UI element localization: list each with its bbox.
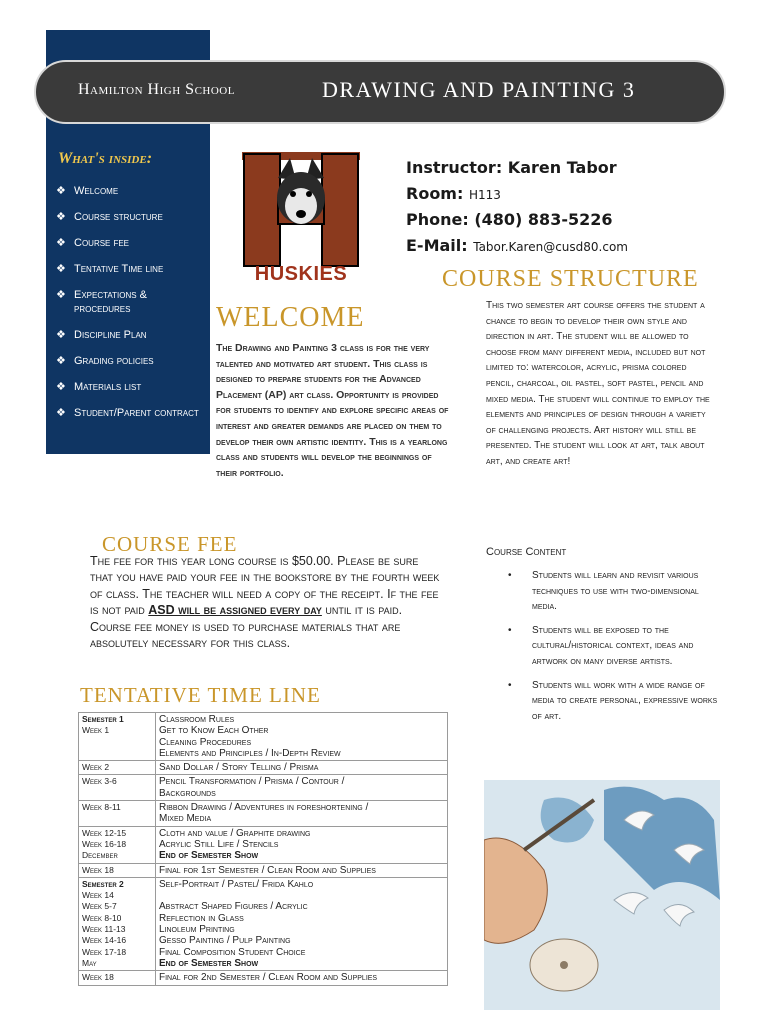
timeline-week: Week 14-16 xyxy=(82,935,127,946)
timeline-week: Week 2 xyxy=(82,762,110,773)
diamond-bullet-icon: ❖ xyxy=(56,263,66,275)
timeline-topic: Abstract Shaped Figures / Acrylic xyxy=(159,901,308,913)
timeline-topic-cell xyxy=(156,775,448,801)
table-row xyxy=(79,971,448,985)
timeline-week: Week 18 xyxy=(82,864,114,875)
diamond-bullet-icon: ❖ xyxy=(56,407,66,419)
timeline-topic: Final Composition Student Choice xyxy=(159,946,306,958)
timeline-topic: Elements and Principles / In-Depth Review xyxy=(159,747,341,759)
email-row: E-Mail: Tabor.Karen@cusd80.com xyxy=(406,236,628,255)
timeline-topic-cell xyxy=(156,713,448,761)
timeline-weeks-cell xyxy=(79,761,156,775)
course-fee-heading: COURSE FEE xyxy=(102,532,238,556)
timeline-topic: Cleaning Procedures xyxy=(159,736,252,748)
timeline-topic-cell xyxy=(156,877,448,970)
list-item: • Students will learn and revisit various techniques to use with two-dimensional media. xyxy=(508,570,699,613)
course-fee-text: The fee for this year long course is $50.00. Please be sure that you have paid your fee in the bookstore by the fourth week of class. The teacher will need a copy of the receipt. If the fee is not paid ASD will be assigned every day until it is paid. Course fee money is used to purchase materials that are absolutely necessary for this class. xyxy=(90,554,440,651)
table-of-contents xyxy=(56,184,206,432)
timeline-week: Semester 2 xyxy=(82,878,124,889)
toc-item: ❖ Tentative Time line xyxy=(56,263,164,275)
bullet-icon: • xyxy=(508,624,512,636)
timeline-week: Week 5-7 xyxy=(82,901,117,912)
welcome-text: The Drawing and Painting 3 class is for the very talented and motivated art student. This class is designed to prepare students for the Advanced Placement (AP) art class. Opportunity is provided for students to identify and explore specific areas of interest and greater demands are placed on them to develop their own artistic identity. This is a yearlong class and students will develop the beginnings of their portfolio. xyxy=(216,342,449,479)
email-link[interactable]: Tabor.Karen@cusd80.com xyxy=(473,240,628,254)
phone-row: Phone: (480) 883-5226 xyxy=(406,210,613,229)
table-row xyxy=(79,713,448,761)
timeline-topic-cell xyxy=(156,863,448,877)
toc-item: ❖ Grading policies xyxy=(56,355,154,367)
logo-caption: HUSKIES xyxy=(254,263,348,285)
timeline-week: Week 14 xyxy=(82,890,114,901)
timeline-topic: Cloth and value / Graphite drawing xyxy=(159,827,311,839)
timeline-topic: End of Semester Show xyxy=(159,850,259,862)
course-structure-heading: COURSE STRUCTURE xyxy=(442,266,699,292)
timeline-topic-cell xyxy=(156,761,448,775)
timeline-topic xyxy=(159,890,444,901)
toc-item: ❖ Expectations & procedures xyxy=(56,289,147,315)
timeline-weeks-cell xyxy=(79,971,156,985)
school-name: Hamilton High School xyxy=(78,81,235,98)
timeline-topic: Linoleum Printing xyxy=(159,924,235,936)
diamond-bullet-icon: ❖ xyxy=(56,211,66,223)
table-row xyxy=(79,877,448,970)
timeline-table xyxy=(78,712,448,986)
course-structure-text: This two semester art course offers the student a chance to begin to develop their own style and direction in art. The student will be allowed to choose from many different media, included but not limited to: watercolor, acrylic, prisma colored pencil, charcoal, oil pastel, soft pastel, pencil and mixed media. The student will continue to employ the elements and principles of design through a variety of challenging projects. Art history will still be presented. The student will look at art, talk about art, and create art! xyxy=(486,300,710,467)
timeline-topic: Classroom Rules xyxy=(159,714,235,725)
table-row xyxy=(79,826,448,863)
course-title: DRAWING AND PAINTING 3 xyxy=(322,77,636,102)
timeline-week: December xyxy=(82,850,118,861)
timeline-topic: Reflection in Glass xyxy=(159,912,244,924)
timeline-topic: End of Semester Show xyxy=(159,957,259,969)
fee-emphasis: ASD will be assigned every day xyxy=(148,603,322,618)
bullet-icon: • xyxy=(508,679,512,691)
toc-item: ❖ Discipline Plan xyxy=(56,329,147,341)
timeline-week: Week 1 xyxy=(82,725,110,736)
bullet-icon: • xyxy=(508,570,512,581)
timeline-week: May xyxy=(82,957,97,968)
toc-item: ❖ Welcome xyxy=(56,185,119,197)
timeline-weeks-cell xyxy=(79,877,156,970)
timeline-topic-cell xyxy=(156,826,448,863)
table-row xyxy=(79,775,448,801)
timeline-topic: Mixed Media xyxy=(159,813,212,825)
timeline-week: Week 8-10 xyxy=(82,912,122,923)
timeline-topic: Ribbon Drawing / Adventures in foreshortening / xyxy=(159,802,369,814)
welcome-heading: WELCOME xyxy=(216,302,365,333)
timeline-topic: Self-Portrait / Pastel/ Frida Kahlo xyxy=(159,878,314,890)
diamond-bullet-icon: ❖ xyxy=(56,329,66,341)
toc-item: ❖ Materials list xyxy=(56,381,142,393)
timeline-weeks-cell xyxy=(79,775,156,801)
table-row xyxy=(79,863,448,877)
toc-item: ❖ Student/Parent contract xyxy=(56,407,199,419)
timeline-weeks-cell xyxy=(79,863,156,877)
course-content-list xyxy=(508,568,720,732)
timeline-week: Week 8-11 xyxy=(82,802,121,813)
list-item: • Students will be exposed to the cultural/historical context, ideas and artwork on many diverse artists. xyxy=(508,624,694,667)
timeline-topic-cell xyxy=(156,801,448,827)
timeline-weeks-cell xyxy=(79,713,156,761)
timeline-week: Week 11-13 xyxy=(82,924,126,935)
timeline-week: Week 17-18 xyxy=(82,946,127,957)
timeline-topic: Acrylic Still Life / Stencils xyxy=(159,838,279,850)
husky-head-icon xyxy=(277,158,325,224)
instructor-info xyxy=(406,155,628,259)
list-item: • Students will work with a wide range of media to create personal, expressive works of art. xyxy=(508,679,718,722)
artwork-illustration xyxy=(484,780,720,1010)
timeline-topic: Sand Dollar / Story Telling / Prisma xyxy=(159,762,319,774)
toc-item: ❖ Course fee xyxy=(56,237,130,249)
sand-dollar-icon xyxy=(530,939,598,991)
timeline-topic: Final for 2nd Semester / Clean Room and Supplies xyxy=(159,972,378,984)
course-content-label: Course Content xyxy=(486,546,567,558)
diamond-bullet-icon: ❖ xyxy=(56,355,66,367)
instructor-row: Instructor: Karen Tabor xyxy=(406,158,617,177)
timeline-weeks-cell xyxy=(79,826,156,863)
timeline-topic: Get to Know Each Other xyxy=(159,725,269,737)
toc-item: ❖ Course structure xyxy=(56,211,163,223)
room-row: Room: H113 xyxy=(406,184,501,203)
diamond-bullet-icon: ❖ xyxy=(56,185,66,197)
table-row xyxy=(79,761,448,775)
timeline-week: Week 12-15 xyxy=(82,827,127,838)
timeline-week: Week 3-6 xyxy=(82,776,117,787)
timeline-topic-cell xyxy=(156,971,448,985)
timeline-topic: Final for 1st Semester / Clean Room and Supplies xyxy=(159,864,376,876)
timeline-topic: Gesso Painting / Pulp Painting xyxy=(159,935,291,947)
timeline-topic: Pencil Transformation / Prisma / Contour / xyxy=(159,776,345,788)
diamond-bullet-icon: ❖ xyxy=(56,381,66,393)
diamond-bullet-icon: ❖ xyxy=(56,289,66,301)
timeline-topic: Backgrounds xyxy=(159,787,216,799)
table-row xyxy=(79,801,448,827)
timeline-week: Semester 1 xyxy=(82,714,124,724)
sidebar-title: What's inside: xyxy=(58,150,153,167)
timeline-heading: TENTATIVE TIME LINE xyxy=(80,683,321,707)
timeline-week: Week 16-18 xyxy=(82,838,127,849)
timeline-weeks-cell xyxy=(79,801,156,827)
timeline-week: Week 18 xyxy=(82,972,114,983)
diamond-bullet-icon: ❖ xyxy=(56,237,66,249)
